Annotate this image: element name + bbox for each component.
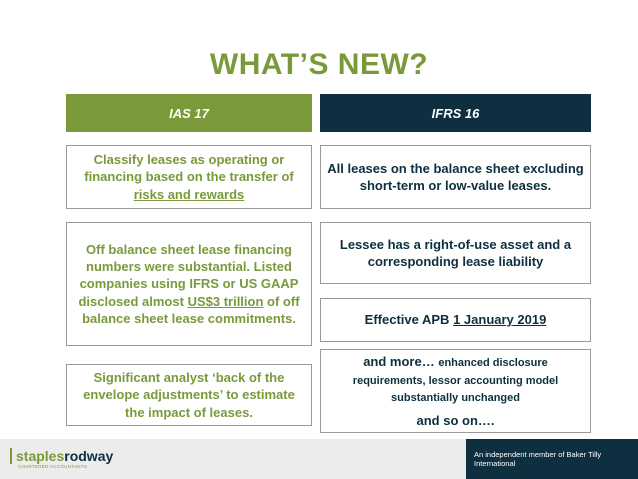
tagline-text: An independent member of Baker Tilly International xyxy=(474,450,602,468)
ias17-analyst-box xyxy=(66,364,312,426)
effective-prefix: Effective APB xyxy=(364,312,450,328)
ifrs16-effective-box xyxy=(320,298,591,342)
ifrs16-all-leases-box xyxy=(320,145,591,209)
analyst-text: Significant analyst ‘back of the envelope adjustments’ to estimate the impact of leases. xyxy=(83,370,295,420)
ias17-off-balance-box xyxy=(66,222,312,346)
ifrs16-header xyxy=(320,94,591,132)
footer-tagline xyxy=(466,439,638,479)
ias17-header-label: IAS 17 xyxy=(169,105,209,121)
and-so-on-text: and so on…. xyxy=(416,412,495,428)
logo-part1: staples xyxy=(16,448,65,464)
logo-subtitle: CHARTERED ACCOUNTANTS xyxy=(18,464,88,469)
right-of-use-text: Lessee has a right-of-use asset and a corresponding lease liability xyxy=(339,236,572,269)
ias17-header xyxy=(66,94,312,132)
off-balance-text-a: Off balance sheet lease financing numbers were substantial. Listed companies using IFRS or US GAAP disclosed almost xyxy=(78,242,299,309)
staples-rodway-logo xyxy=(10,448,113,469)
and-more-detail: enhanced disclosure requirements, lessor accounting model substantially unchanged xyxy=(352,357,559,405)
effective-date: 1 January 2019 xyxy=(453,312,547,328)
risks-rewards-text: risks and rewards xyxy=(133,186,245,202)
off-balance-text-b: of off balance sheet lease commitments. xyxy=(82,293,300,326)
ias17-classification-text: Classify leases as operating or financing based on the transfer of xyxy=(84,152,294,185)
ifrs16-and-more-box xyxy=(320,349,591,433)
logo-part2: rodway xyxy=(64,448,114,464)
ifrs16-header-label: IFRS 16 xyxy=(431,105,480,121)
all-leases-text: All leases on the balance sheet excluding short-term or low-value leases. xyxy=(327,160,584,193)
page-title: WHAT’S NEW? xyxy=(209,48,429,81)
trillion-text: US$3 trillion xyxy=(187,293,264,309)
logo-wordmark xyxy=(10,448,113,464)
ifrs16-right-of-use-box xyxy=(320,222,591,284)
and-more-lead: and more… xyxy=(363,354,435,370)
ias17-classification-box xyxy=(66,145,312,209)
